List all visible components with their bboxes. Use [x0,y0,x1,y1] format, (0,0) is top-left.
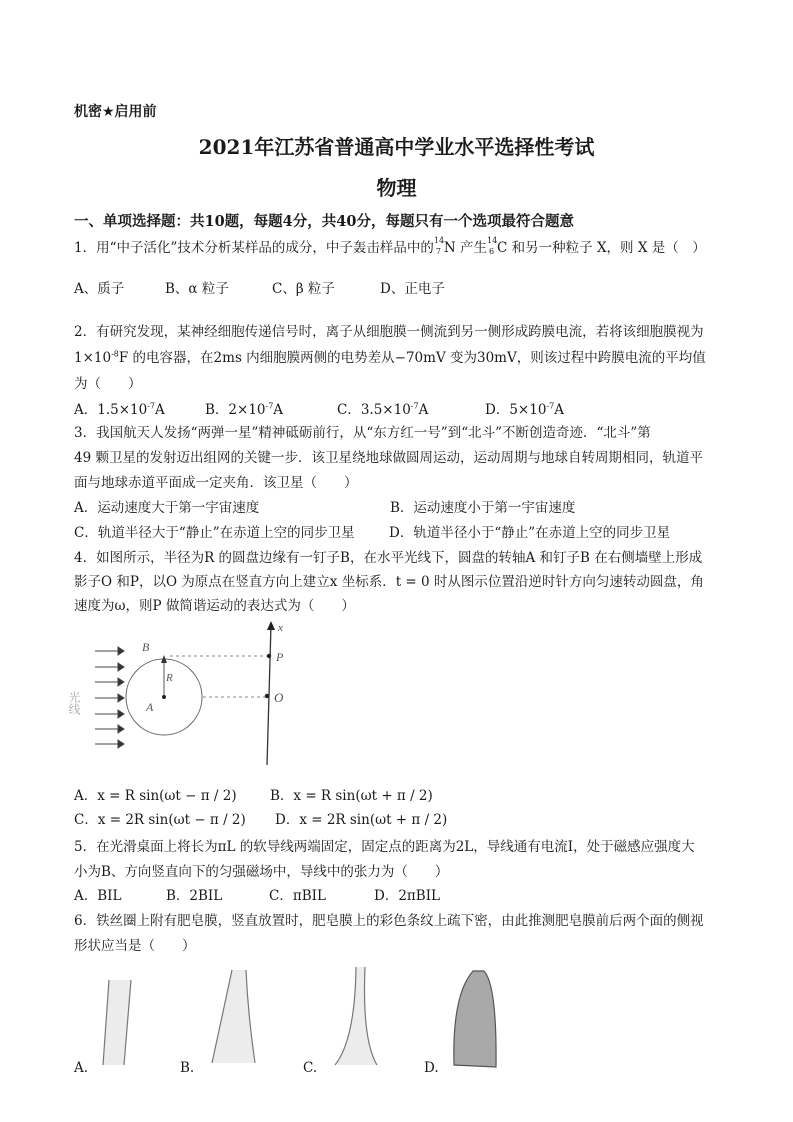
label-o: O [274,690,284,705]
q1-stem-part-b: 产生 [455,240,488,256]
point-o-dot [265,694,269,698]
q2-option-c-exp: -7 [410,401,419,411]
carbon-isotope-notation [487,236,498,256]
q6-option-c: C. [303,1060,318,1076]
q4-option-a: A．x = R sin(ωt − π / 2) [74,788,237,804]
label-a: A [146,700,154,714]
c-atomic-number: 6 [489,247,495,256]
q2-option-c [337,398,428,418]
question-1-stem [74,236,706,256]
q4-figure [60,615,310,780]
q5-line-1: 5．在光滑桌面上将长为πL 的软导线两端固定，固定点的距离为2L，导线通有电流I，处于磁感应强度大 [74,839,695,855]
q2-option-b [205,398,283,418]
film-shape-d [454,971,496,1067]
q2-line-2-rest: F 的电容器，在2ms 内细胞膜两侧的电势差从−70mV 变为30mV，则该过程中跨膜电流的平均值 [118,350,706,366]
film-shape-b [212,970,255,1063]
label-p: P [276,650,284,664]
q4-line-2: 影子O 和P，以O 为原点在竖直方向上建立x 坐标系．t = 0 时从图示位置沿逆时针方向匀速转动圆盘，角 [74,574,704,590]
q3-line-2: 49 颗卫星的发射迈出组网的关键一步．该卫星绕地球做圆周运动，运动周期与地球自转周期相同，轨道平 [74,450,703,466]
q6-option-b: B. [180,1060,195,1076]
nitrogen-isotope-notation [433,236,445,256]
q4-line-1: 4．如图所示，半径为R 的圆盘边缘有一钉子B，在水平光线下，圆盘的转轴A 和钉子B 在右侧墙壁上形成 [74,550,703,566]
q2-option-a-exp: -7 [147,401,156,411]
q1-option-a: A、质子 [74,281,125,297]
q3-line-1: 3．我国航天人发扬“两弹一星”精神砥砺前行，从“东方红一号”到“北斗”不断创造奇迹．“北斗”第 [74,425,651,441]
q3-option-c: C．轨道半径大于“静止”在赤道上空的同步卫星 [74,525,355,541]
section-heading: 一、单项选择题：共10题，每题4分，共40分，每题只有一个选项最符合题意 [74,213,574,230]
n-atomic-number: 7 [435,247,441,256]
q2-line-1: 2．有研究发现，某神经细胞传递信号时，离子从细胞膜一侧流到另一侧形成跨膜电流，若将该细胞膜视为 [74,324,704,340]
q5-option-c: C．πBIL [269,888,326,904]
q3-option-d: D．轨道半径小于“静止”在赤道上空的同步卫星 [389,525,671,541]
q1-option-b: B、α 粒子 [165,281,229,297]
q4-option-c: C．x = 2R sin(ωt − π / 2) [74,812,246,828]
q2-option-a-unit: A [155,402,165,418]
point-p-dot [267,654,271,658]
label-b: B [142,640,150,654]
label-x: x [278,622,283,634]
q2-option-d-unit: A [554,402,564,418]
q1-option-c: C、β 粒子 [272,281,335,297]
q6-film-shapes [60,955,530,1085]
n-symbol: N [443,240,456,256]
q2-option-c-unit: A [418,402,429,418]
q2-line-3: 为（ ） [74,376,142,392]
subject-title: 物理 [376,176,417,200]
q6-line-1: 6．铁丝圈上附有肥皂膜，竖直放置时，肥皂膜上的彩色条纹上疏下密，由此推测肥皂膜前后两个面的侧视 [74,913,704,929]
q1-stem-part-a: 1．用“中子活化”技术分析某样品的成分，中子轰击样品中的 [74,240,434,256]
capacitance-value: 1×10 [74,350,112,366]
capacitance-exponent: -8 [111,349,119,359]
q6-line-2: 形状应当是（ ） [74,938,196,954]
q1-stem-part-c: 和另一种粒子 X，则 X 是（ ） [507,240,706,256]
q1-option-d: D、正电子 [380,281,445,297]
c-mass-number: 14 [487,236,498,245]
q2-option-a [74,398,165,418]
q4-option-d: D．x = 2R sin(ωt + π / 2) [275,812,448,828]
q4-option-b: B．x = R sin(ωt + π / 2) [270,788,433,804]
q2-option-a-label: A．1.5×10 [74,402,148,418]
q5-line-2: 小为B、方向竖直向下的匀强磁场中，导线中的张力为（ ） [74,864,449,880]
exam-title: 2021年江苏省普通高中学业水平选择性考试 [198,135,595,159]
axis-a-dot [162,695,166,699]
q6-option-d: D. [424,1060,439,1076]
film-shape-a [103,980,131,1065]
q3-option-b: B．运动速度小于第一宇宙速度 [390,500,576,516]
confidential-mark: 机密★启用前 [74,104,157,120]
q4-line-3: 速度为ω，则P 做简谐运动的表达式为（ ） [74,598,355,614]
q2-option-b-unit: A [273,402,284,418]
q3-option-a: A．运动速度大于第一宇宙速度 [74,500,260,516]
q2-option-d-exp: -7 [546,401,555,411]
film-shape-c [335,967,377,1065]
q5-option-a: A．BIL [74,888,122,904]
c-symbol: C [497,240,508,256]
label-r: R [166,672,173,684]
q5-option-d: D．2πBIL [374,888,441,904]
q2-line-2 [74,346,706,366]
q6-option-a: A. [74,1060,89,1076]
q2-option-d [485,398,564,418]
n-mass-number: 14 [433,236,445,245]
q2-option-c-label: C．3.5×10 [337,402,411,418]
q2-option-d-label: D．5×10 [485,402,547,418]
light-label: 光线 [67,691,81,715]
q3-line-3: 面与地球赤道平面成一定夹角．该卫星（ ） [74,475,358,491]
q2-option-b-label: B．2×10 [205,402,266,418]
q5-option-b: B．2BIL [166,888,223,904]
q2-option-b-exp: -7 [265,401,274,411]
